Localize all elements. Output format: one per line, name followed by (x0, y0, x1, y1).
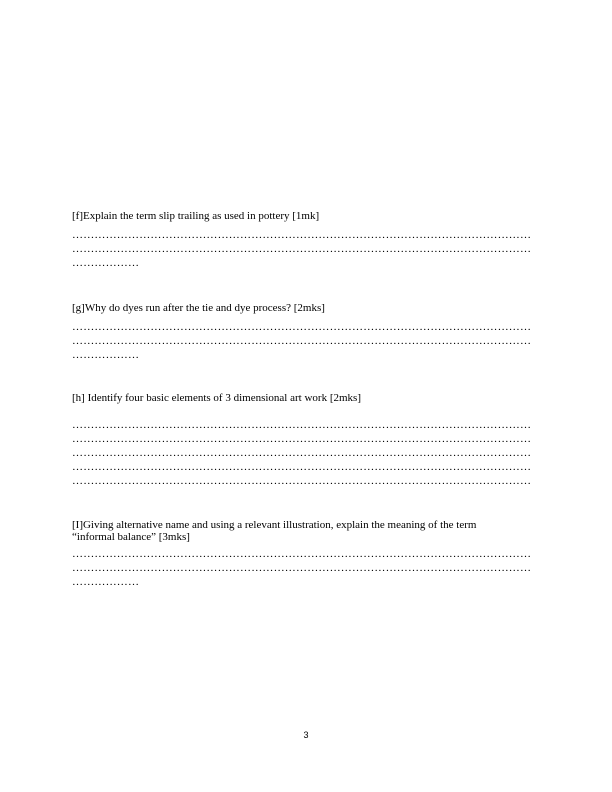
answer-line[interactable]: …………………………………………………………………………………………………………… (72, 433, 532, 445)
answer-line[interactable]: …………………………………………………………………………………………………………… (72, 475, 532, 487)
answer-line[interactable]: …………………………………………………………………………………………………………… (72, 419, 532, 431)
answer-line[interactable]: ……………… (72, 576, 140, 588)
answer-line[interactable]: …………………………………………………………………………………………………………… (72, 548, 532, 560)
answer-line[interactable]: …………………………………………………………………………………………………………… (72, 243, 532, 255)
question-i (72, 519, 542, 589)
question-g-prompt: [g]Why do dyes run after the tie and dye process? [2mks] (72, 302, 325, 314)
question-i-prompt: [I]Giving alternative name and using a relevant illustration, explain the meaning of the term “informal balance” [3mks] (72, 519, 477, 543)
answer-line[interactable]: ……………… (72, 257, 140, 269)
answer-line[interactable]: …………………………………………………………………………………………………………… (72, 562, 532, 574)
page-number: 3 (303, 730, 309, 740)
question-f-prompt: [f]Explain the term slip trailing as used in pottery [1mk] (72, 210, 320, 222)
answer-line[interactable]: …………………………………………………………………………………………………………… (72, 447, 532, 459)
answer-line[interactable]: …………………………………………………………………………………………………………… (72, 321, 532, 333)
question-f (72, 210, 542, 270)
question-g (72, 302, 542, 362)
question-h (72, 392, 542, 488)
answer-line[interactable]: …………………………………………………………………………………………………………… (72, 229, 532, 241)
answer-line[interactable]: …………………………………………………………………………………………………………… (72, 461, 532, 473)
answer-line[interactable]: ……………… (72, 349, 140, 361)
question-h-prompt: [h] Identify four basic elements of 3 dimensional art work [2mks] (72, 392, 361, 404)
answer-line[interactable]: …………………………………………………………………………………………………………… (72, 335, 532, 347)
